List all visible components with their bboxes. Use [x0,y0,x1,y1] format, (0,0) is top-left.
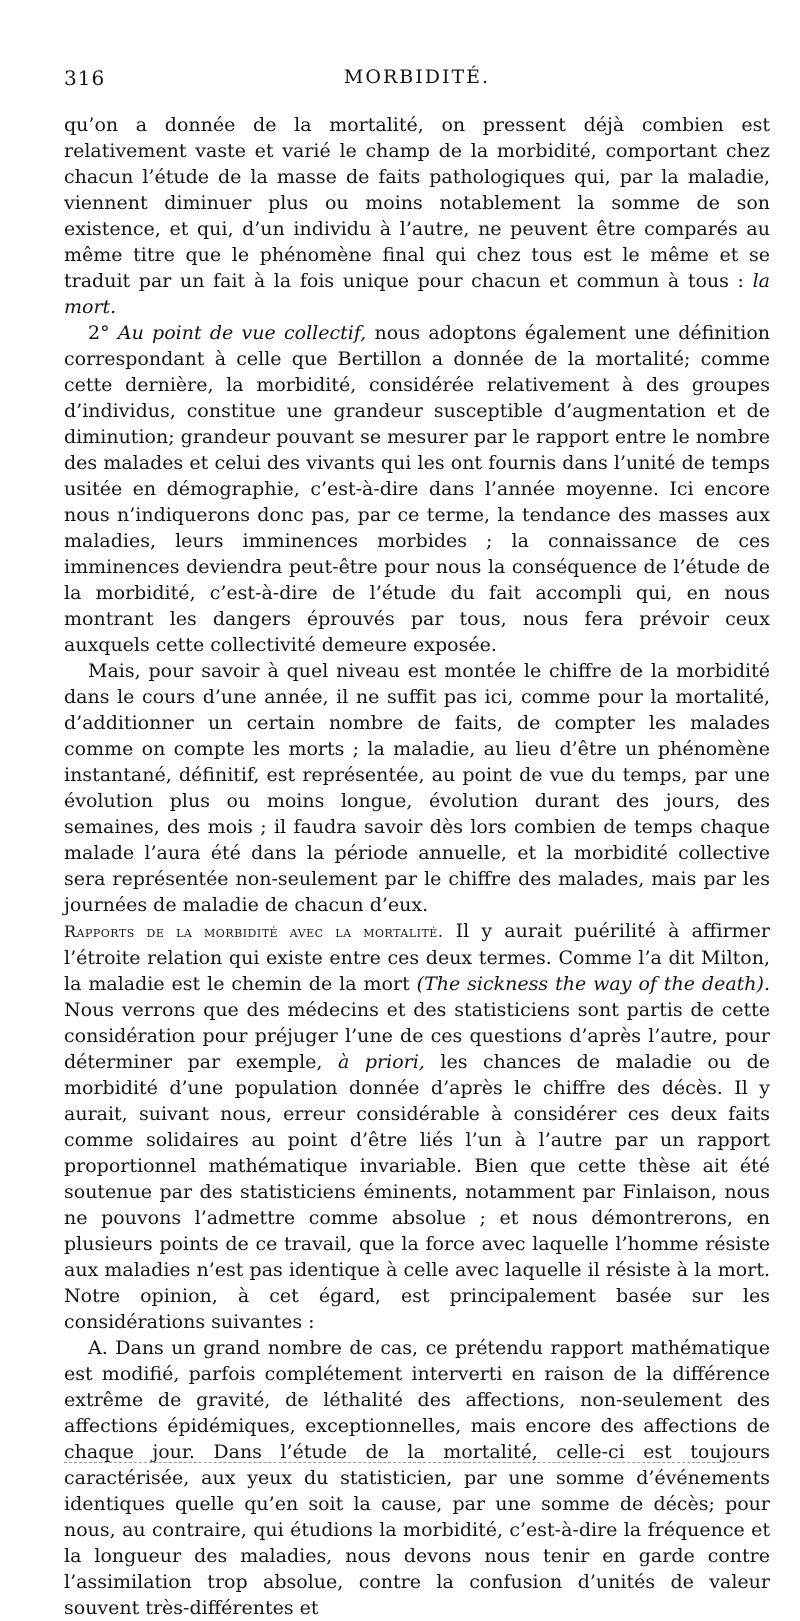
section-text-3: les chances de maladie ou de morbidité d’une population donnée d’après le chiffre des décès. Il y aurait, suivant nous, erreur considérable à considérer ces deux faits comme solidaires au point d’être liés l’un à l’autre par un rapport proportionnel mathématique invariable. Bien que cette thèse ait été soutenue par des statisticiens éminents, notamment par Finlaison, nous ne pouvons l’admettre comme absolue ; et nous démontrerons, en plusieurs points de ce travail, que la force avec laquelle l’homme résiste aux maladies n’est pas identique à celle avec laquelle il résiste à la mort. Notre opinion, à cet égard, est principalement basée sur les considérations suivantes : [64,1051,771,1333]
running-head [64,0,770,90]
body-text [64,112,770,1621]
point-label: A. [88,1337,108,1359]
page-number: 316 [64,66,106,90]
point-a-paragraph [64,1335,770,1621]
italic-phrase: Au point de vue collectif, [117,322,367,344]
italic-phrase: à priori, [338,1051,425,1073]
paragraph-1 [64,112,770,320]
running-title: MORBIDITÉ. [343,66,491,88]
paragraph-text: qu’on a donnée de la mortalité, on pressent déjà combien est relativement vaste et varié le champ de la morbidité, comportant chez chacun l’étude de la masse de faits pathologiques qui, par la maladie, viennent diminuer plus ou moins notablement la somme de son existence, et qui, d’un individu à l’autre, ne peuvent être comparés au même titre que le phénomène final qui chez tous est le même et se traduit par un fait à la fois unique pour chacun et commun à tous : [64,114,770,292]
point-text: Dans un grand nombre de cas, ce prétendu rapport mathématique est modifié, parfois complétement interverti en raison de la différence extrême de gravité, de léthalité des affections, non-seulement des affections épidémiques, exceptionnelles, mais encore des affections de chaque jour. Dans l’étude de la mortalité, celle-ci est toujours caractérisée, aux yeux du statisticien, par une somme d’événements identiques quelle qu’en soit la cause, par une somme de décès; pour nous, au contraire, qui étudions la morbidité, c’est-à-dire la fréquence et la longueur des maladies, nous devons nous tenir en garde contre l’assimilation trop absolue, contre la confusion d’unités de valeur souvent très-différentes et [64,1337,770,1619]
paragraph-2 [64,320,770,658]
bottom-rule [64,1462,740,1463]
italic-phrase: la mort. [64,270,770,318]
section-text-2: Nous verrons que des médecins et des statisticiens sont partis de cette considération pour préjuger l’une de ces questions d’après l’autre, pour déterminer par exemple, [64,999,770,1073]
enumeration-mark: 2° [88,322,118,344]
paragraph-text: Mais, pour savoir à quel niveau est montée le chiffre de la morbidité dans le cours d’une année, il ne suffit pas ici, comme pour la mortalité, d’additionner un certain nombre de faits, de compter les malades comme on compte les morts ; la maladie, au lieu d’être un phénomène instantané, définitif, est représentée, au point de vue du temps, par une évolution plus ou moins longue, évolution durant des jours, des semaines, des mois ; il faudra savoir dès lors combien de temps chaque malade l’aura été dans la période annuelle, et la morbidité collective sera représentée non-seulement par le chiffre des malades, mais par les journées de maladie de chacun d’eux. [64,660,770,916]
section-paragraph [64,918,770,1335]
english-quote: (The sickness the way of the death). [416,973,770,995]
paragraph-text: nous adoptons également une définition correspondant à celle que Bertillon a donnée de la mortalité; comme cette dernière, la morbidité, considérée relativement à des groupes d’individus, constitue une grandeur susceptible d’augmentation et de diminution; grandeur pouvant se mesurer par le rapport entre le nombre des malades et celui des vivants qui les ont fournis dans l’unité de temps usitée en démographie, c’est-à-dire dans l’année moyenne. Ici encore nous n’indiquerons donc pas, par ce terme, la tendance des masses aux maladies, leurs imminences morbides ; la connaissance de ces imminences deviendra peut-être pour nous la conséquence de l’étude de la morbidité, c’est-à-dire de l’étude du fait accompli qui, en nous montrant les dangers éprouvés par tous, nous fera prévoir ceux auxquels cette collectivité demeure exposée. [64,322,770,656]
paragraph-3 [64,658,770,918]
section-text-1: Il y aurait puérilité à affirmer l’étroite relation qui existe entre ces deux termes. Comme l’a dit Milton, la maladie est le chemin de la mort [64,920,770,995]
section-heading: Rapports de la morbidité avec la mortalité. [64,922,444,941]
